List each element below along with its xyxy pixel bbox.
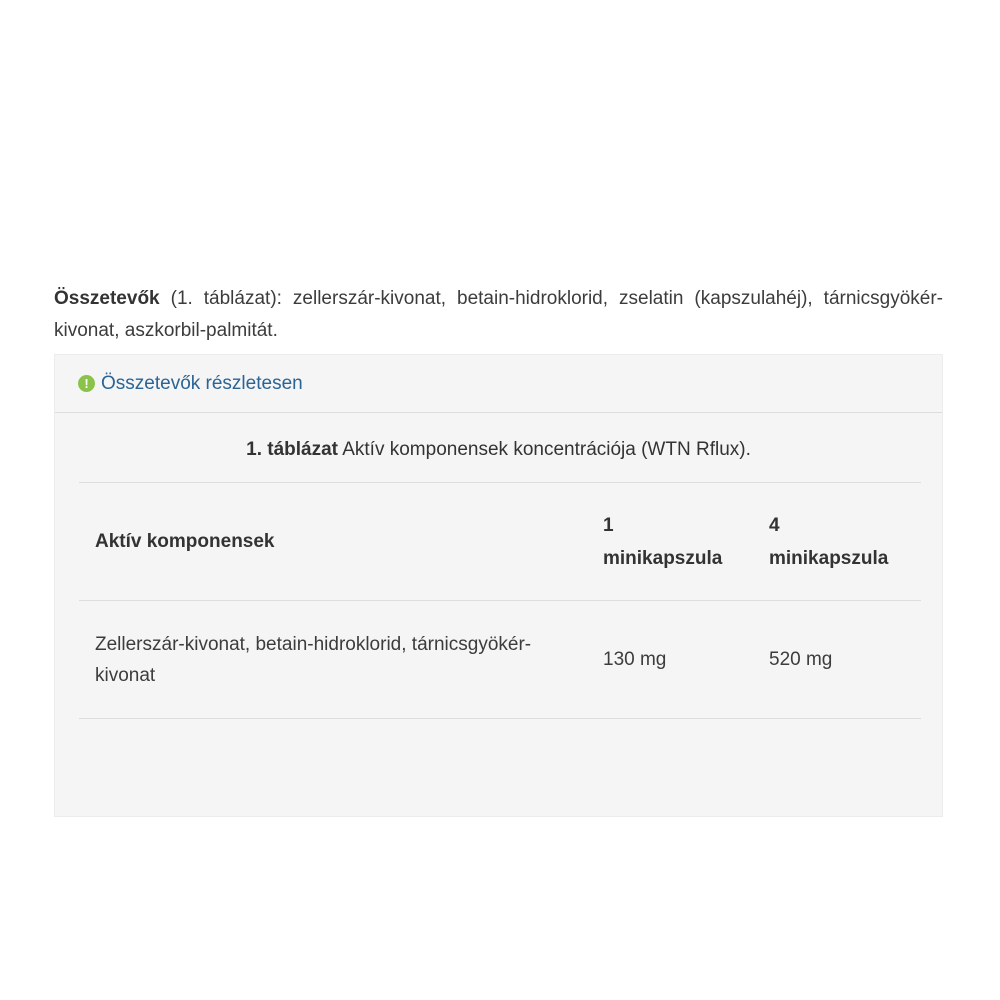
header-four-number: 4 [769, 514, 780, 536]
header-one-unit: minikapszula [603, 547, 723, 569]
ingredients-text: (1. táblázat): zellerszár-kivonat, betain-hidroklorid, zselatin (kapszulahéj), tárnicsgyökér-kivonat, aszkorbil-palmitát. [54, 288, 943, 341]
table-caption-text: Aktív komponensek koncentrációja (WTN Rflux). [338, 439, 751, 460]
panel-title-link[interactable]: Összetevők részletesen [101, 372, 303, 394]
ingredients-paragraph [54, 283, 943, 347]
panel-header[interactable] [55, 355, 942, 413]
ingredients-label: Összetevők [54, 288, 160, 309]
header-one-number: 1 [603, 514, 614, 536]
active-components-table [79, 482, 921, 719]
cell-value-four: 520 mg [753, 601, 921, 719]
cell-component: Zellerszár-kivonat, betain-hidroklorid, tárnicsgyökér-kivonat [79, 601, 587, 719]
exclamation-circle-icon: ! [78, 375, 95, 392]
header-active-components: Aktív komponensek [79, 483, 587, 601]
table-caption [55, 439, 942, 461]
header-four-minicapsules [753, 483, 921, 601]
table-header-row [79, 483, 921, 601]
table-caption-label: 1. táblázat [246, 439, 338, 460]
header-four-unit: minikapszula [769, 547, 889, 569]
header-one-minicapsule [587, 483, 753, 601]
cell-value-one: 130 mg [587, 601, 753, 719]
table-row [79, 601, 921, 719]
ingredients-details-panel [54, 354, 943, 817]
